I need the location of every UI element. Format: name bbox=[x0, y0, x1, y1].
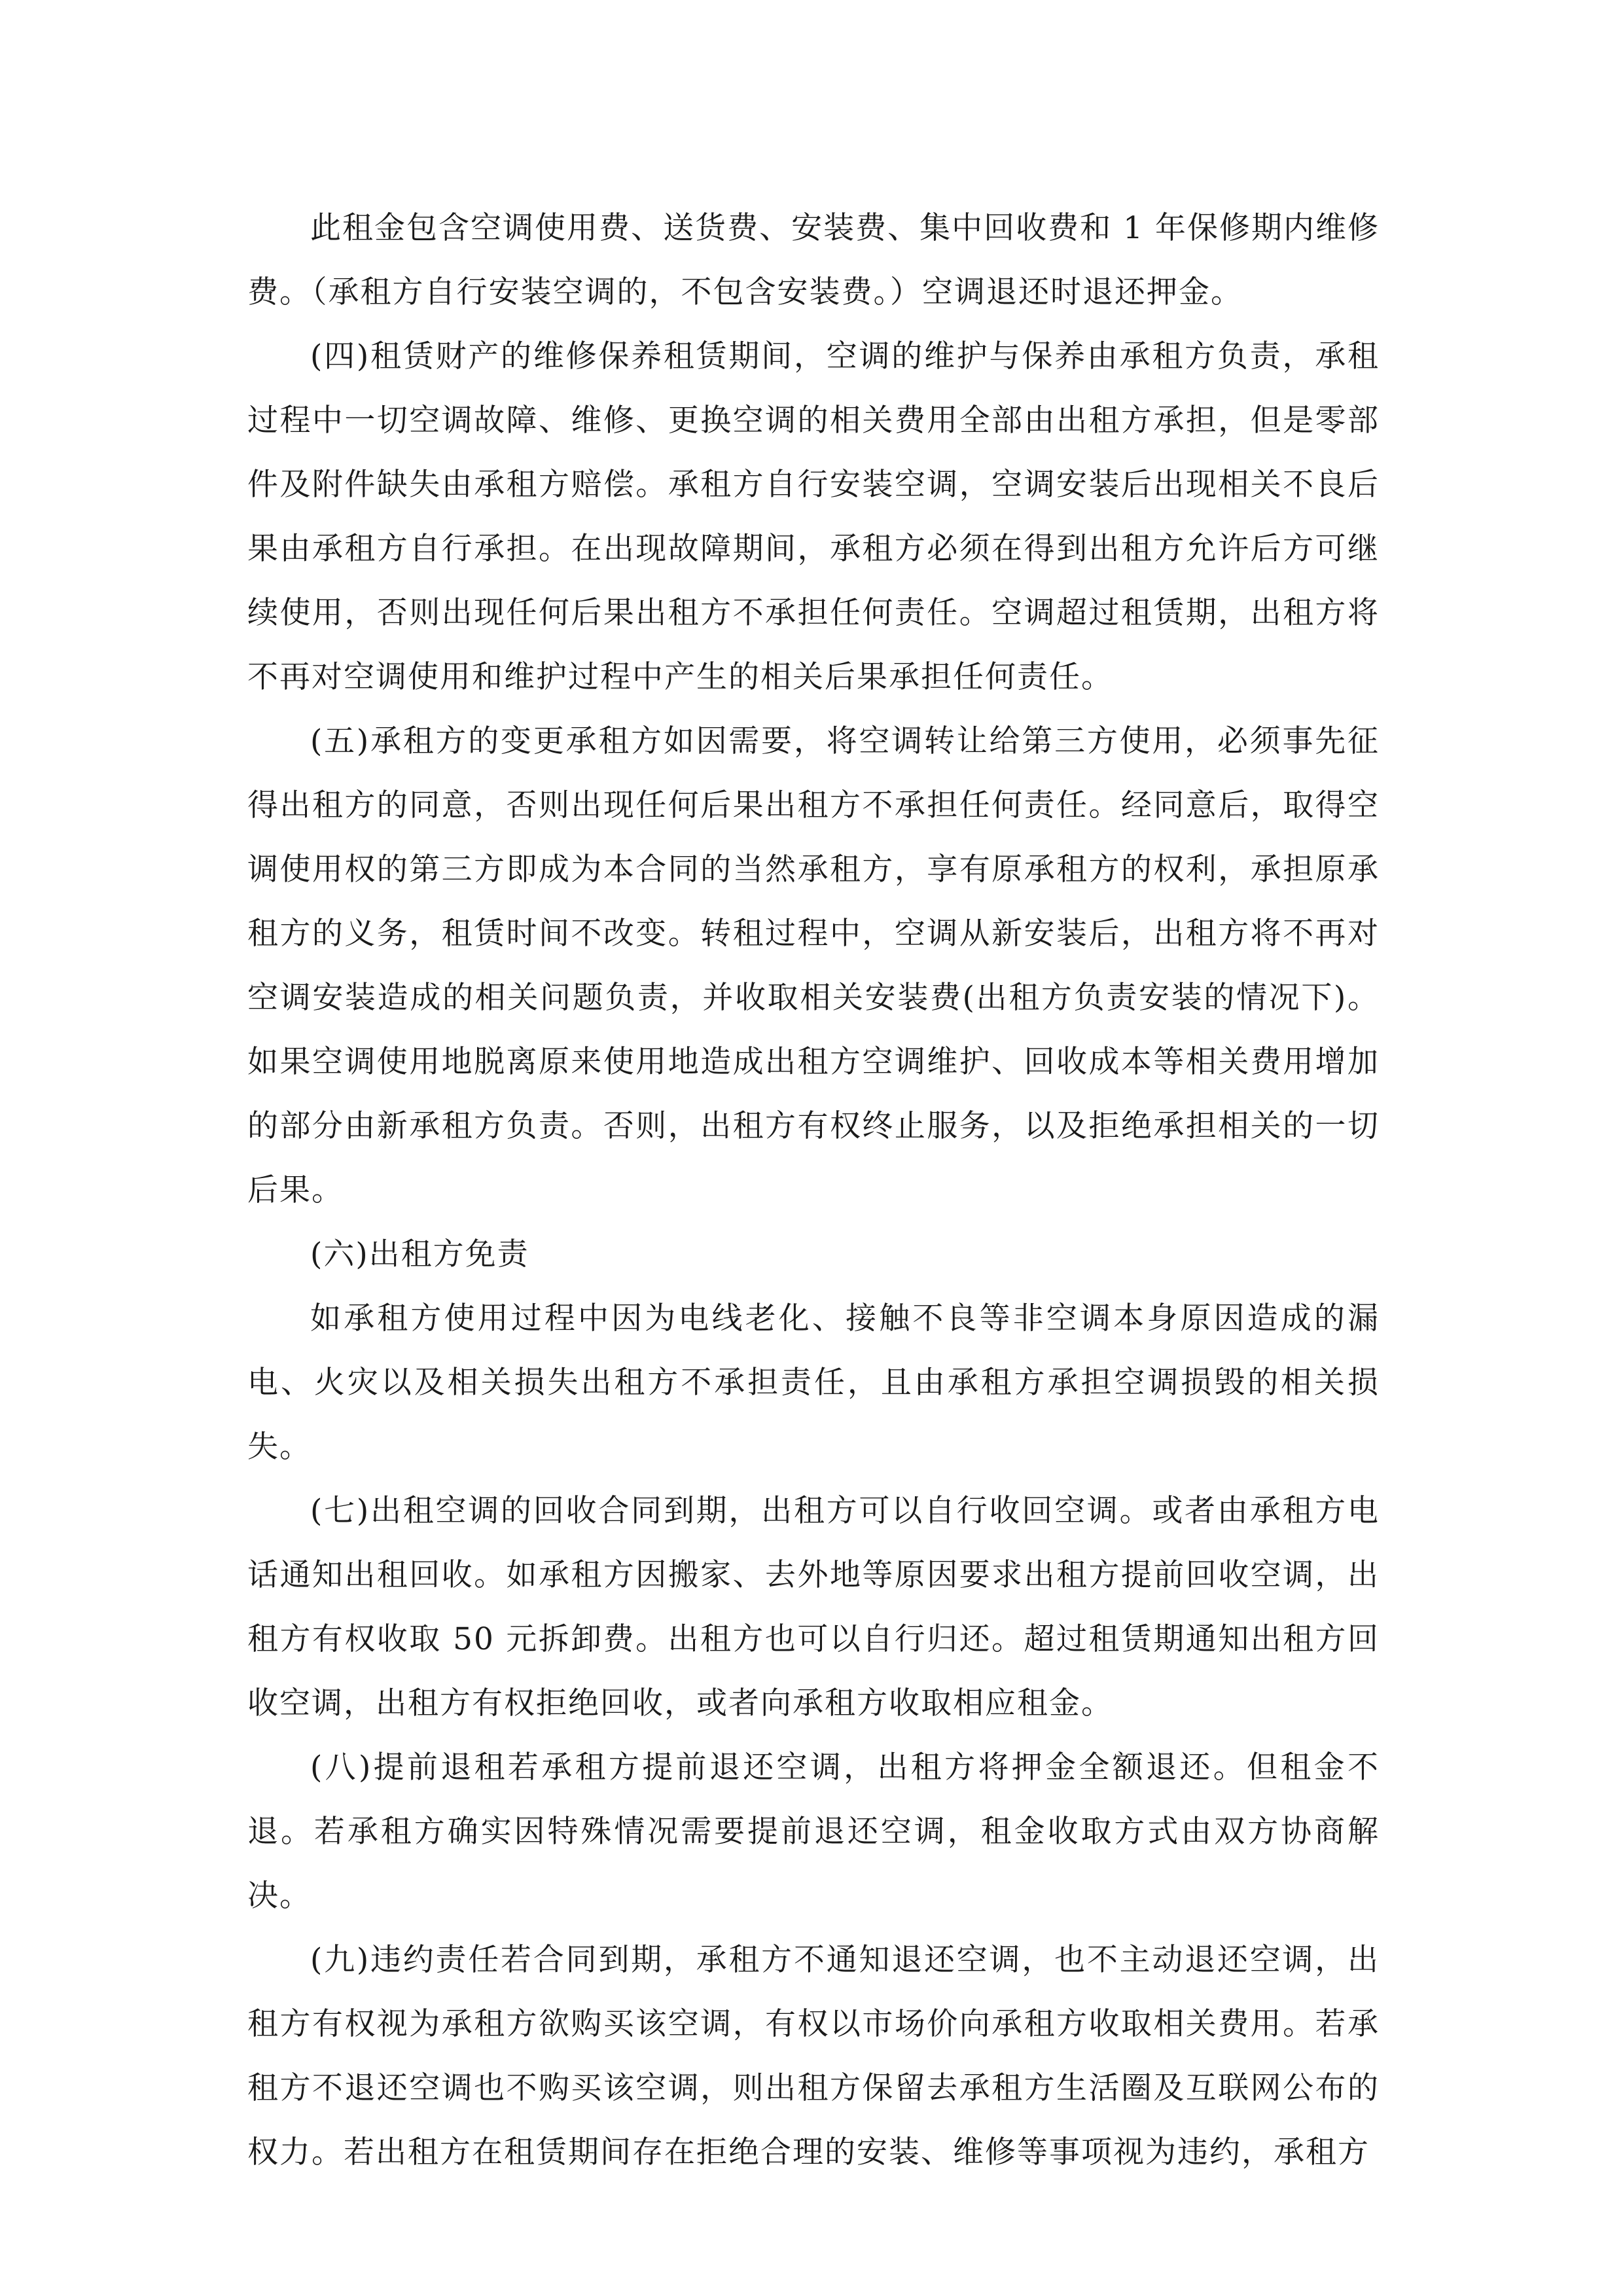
paragraph-lessor-exemption: 如承租方使用过程中因为电线老化、接触不良等非空调本身原因造成的漏电、火灾以及相关损失出租方不承担责任，且由承租方承担空调损毁的相关损失。 bbox=[247, 1300, 1380, 1465]
paragraph-lessor-exemption-heading: (六)出租方免责 bbox=[310, 1236, 529, 1272]
paragraph-early-termination: (八)提前退租若承租方提前退还空调，出租方将押金全额退还。但租金不退。若承租方确实因特殊情况需要提前退还空调，租金收取方式由双方协商解决。 bbox=[247, 1749, 1380, 1914]
document-page bbox=[247, 196, 1380, 2185]
paragraph-recovery: (七)出租空调的回收合同到期，出租方可以自行收回空调。或者由承租方电话通知出租回收。如承租方因搬家、去外地等原因要求出租方提前回收空调，出租方有权收取 50 元拆卸费。出租方也可以自行归还。超过租赁期通知出租方回收空调，出租方有权拒绝回收，或者向承租方收取相应租金。 bbox=[247, 1493, 1380, 1721]
paragraph-breach: (九)违约责任若合同到期，承租方不通知退还空调，也不主动退还空调，出租方有权视为承租方欲购买该空调，有权以市场价向承租方收取相关费用。若承租方不退还空调也不购买该空调，则出租方保留去承租方生活圈及互联网公布的权力。若出租方在租赁期间存在拒绝合理的安装、维修等事项视为违约，承租方 bbox=[247, 1942, 1380, 2170]
paragraph-lessee-change: (五)承租方的变更承租方如因需要，将空调转让给第三方使用，必须事先征得出租方的同意，否则出现任何后果出租方不承担任何责任。经同意后，取得空调使用权的第三方即成为本合同的当然承租方，享有原承租方的权利，承担原承租方的义务，租赁时间不改变。转租过程中，空调从新安装后，出租方将不再对空调安装造成的相关问题负责，并收取相关安装费(出租方负责安装的情况下)。如果空调使用地脱离原来使用地造成出租方空调维护、回收成本等相关费用增加的部分由新承租方负责。否则，出租方有权终止服务，以及拒绝承担相关的一切后果。 bbox=[247, 723, 1380, 1208]
paragraph-rent-includes: 此租金包含空调使用费、送货费、安装费、集中回收费和 1 年保修期内维修费。（承租方自行安装空调的，不包含安装费。）空调退还时退还押金。 bbox=[247, 210, 1380, 310]
paragraph-maintenance: (四)租赁财产的维修保养租赁期间，空调的维护与保养由承租方负责，承租过程中一切空调故障、维修、更换空调的相关费用全部由出租方承担，但是零部件及附件缺失由承租方赔偿。承租方自行安装空调，空调安装后出现相关不良后果由承租方自行承担。在出现故障期间，承租方必须在得到出租方允许后方可继续使用，否则出现任何后果出租方不承担任何责任。空调超过租赁期，出租方将不再对空调使用和维护过程中产生的相关后果承担任何责任。 bbox=[247, 338, 1380, 695]
